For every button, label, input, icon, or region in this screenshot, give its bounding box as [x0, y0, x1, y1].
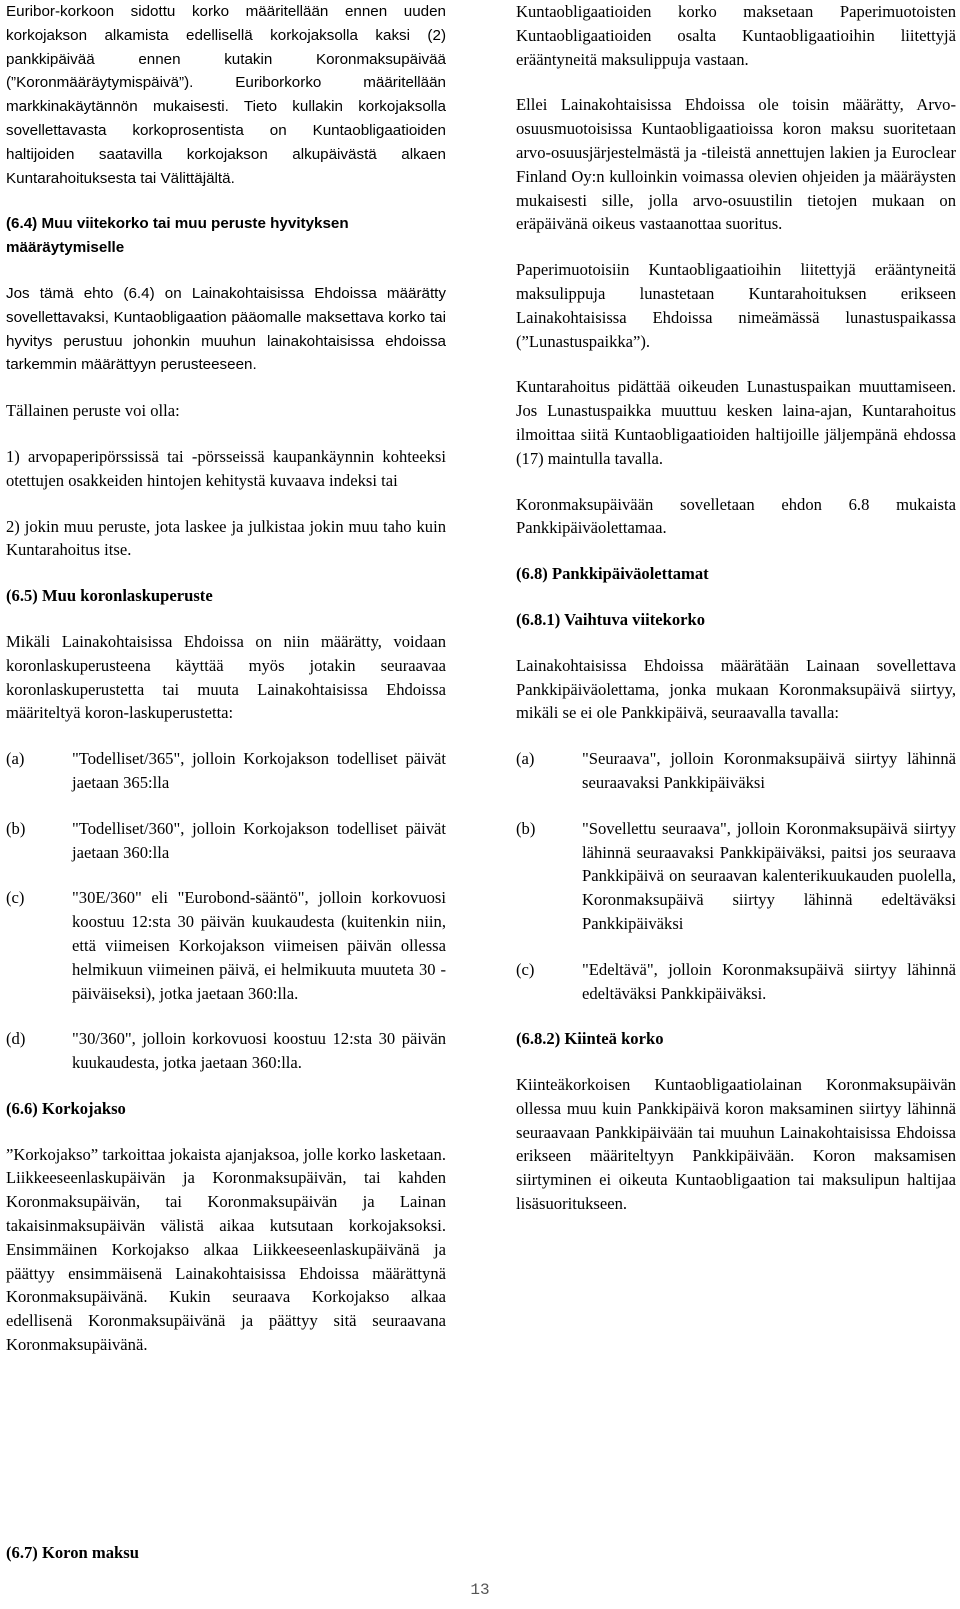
list-item-text: "30/360", jolloin korkovuosi koostuu 12:sta 30 päivän kuukaudesta, jotka jaetaan 360:lla. [72, 1029, 446, 1073]
heading-6-8: (6.8) Pankkipäiväolettamat [516, 564, 709, 584]
list-item-text: "Edeltävä", jolloin Koronmaksupäivä siirtyy lähinnä edeltäväksi Pankkipäiväksi. [582, 959, 956, 1003]
list-item [516, 747, 956, 795]
list-item [6, 817, 446, 865]
paragraph-euribor: Euribor-korkoon sidottu korko määritellään ennen uuden korkojakson alkamista edellisellä korkojaksolla kaksi (2) pankkipäivää ennen kutakin Koronmaksupäivää (”Koronmääräytymispäivä”). Euriborkorko määritellään markkinakäytännön mukaisesti. Tieto kullakin korkojaksolla sovellettavasta korkoprosentista on Kuntaobligaatioiden haltijoiden saatavilla korkojakson alkupäivästä alkaen Kuntarahoituksesta tai Välittäjältä. [6, 3, 446, 187]
paragraph-6-8-2-body: Kiinteäkorkoisen Kuntaobligaatiolainan Koronmaksupäivän ollessa muu kuin Pankkipäivä koron maksaminen siirtyy lähinnä seuraavaan Pankkipäivään tai muuhun Lainakohtaisissa Ehdoissa erikseen määriteltyyn Pankkipäivään. Koron maksamisen siirtyminen ei oikeuta Kuntaobligaation tai maksulipun haltijaa lisäsuoritukseen. [516, 1075, 956, 1214]
heading-6-4: (6.4) Muu viitekorko tai muu peruste hyvityksen määräytymiselle [6, 215, 349, 257]
paragraph-6-5-body: Mikäli Lainakohtaisissa Ehdoissa on niin määrätty, voidaan koronlaskuperusteena käyttää myös jotakin seuraavaa koronlaskuperustetta tai muuta Lainakohtaisissa Ehdoissa määriteltyä koron-laskuperustetta: [6, 631, 446, 723]
paragraph-6-8-1-body: Lainakohtaisissa Ehdoissa määrätään Lainaan sovellettava Pankkipäiväolettama, jonka mukaan Koronmaksupäivä siirtyy, mikäli se ei ole Pankkipäivä, seuraavalla tavalla: [516, 655, 956, 723]
paragraph-peruste: Tällainen peruste voi olla: [6, 401, 180, 421]
left-column [6, 0, 446, 1379]
paragraph-option-2: 2) jokin muu peruste, jota laskee ja julkistaa jokin muu taho kuin Kuntarahoitus itse. [6, 516, 446, 560]
list-item [516, 817, 956, 936]
heading-6-6: (6.6) Korkojakso [6, 1098, 126, 1118]
list-item-text: "Todelliset/360", jolloin Korkojakson todelliset päivät jaetaan 360:lla [72, 818, 446, 862]
list-item-label: (c) [6, 888, 25, 908]
list-item-label: (a) [6, 749, 25, 769]
paragraph-6-6-body: ”Korkojakso” tarkoittaa jokaista ajanjaksoa, jolle korko lasketaan. Liikkeeseenlaskupäivän ja Koronmaksupäivän, tai kahden Koronmaksupäivän, tai Koronmaksupäivän ja Lainan takaisinmaksupäivän välistä aikaa kutsutaan korkojaksoksi. Ensimmäinen Korkojakso alkaa Liikkeeseenlaskupäivänä ja päättyy ensimmäisenä Lainakohtaisissa Ehdoissa määrättynä Koronmaksupäivänä. Kukin seuraava Korkojakso alkaa edellisenä Koronmaksupäivänä ja päättyy sitä seuraavana Koronmaksupäivänä. [6, 1144, 446, 1355]
list-item-text: "30E/360" eli "Eurobond-sääntö", jolloin korkovuosi koostuu 12:sta 30 päivän kuukaudesta (kuitenkin niin, että viimeisen Korkojakson viimeisen päivän ollessa helmikuun viimeinen päivä, ei helmikuuta muuteta 30 -päiväiseksi), jotka jaetaan 360:lla. [72, 888, 446, 1003]
list-item [516, 958, 956, 1006]
list-item-text: "Seuraava", jolloin Koronmaksupäivä siirtyy lähinnä seuraavaksi Pankkipäiväksi [582, 749, 956, 792]
list-item-label: (a) [516, 749, 535, 769]
heading-6-7: (6.7) Koron maksu [6, 1543, 139, 1562]
paragraph-lunastuspaikka: Paperimuotoisiin Kuntaobligaatioihin liitettyjä erääntyneitä maksulippuja lunastetaan Kuntarahoituksen erikseen Lainakohtaisissa Ehdoissa nimeämässä lunastuspaikassa (”Lunastuspaikka”). [516, 260, 956, 351]
paragraph-6-4-body: Jos tämä ehto (6.4) on Lainakohtaisissa Ehdoissa määrätty sovellettavaksi, Kuntaobligaation pääomalle maksettava korko tai hyvitys perustuu johonkin muuhun lainakohtaisissa ehdoissa tarkemmin määrättyyn perusteeseen. [6, 284, 446, 374]
heading-6-5: (6.5) Muu koronlaskuperuste [6, 586, 213, 606]
paragraph-pankkipaivaolettama: Koronmaksupäivään sovelletaan ehdon 6.8 mukaista Pankkipäiväolettamaa. [516, 494, 956, 538]
heading-6-8-1: (6.8.1) Vaihtuva viitekorko [516, 609, 706, 629]
list-item [6, 886, 446, 1005]
list-item-text: "Sovellettu seuraava", jolloin Koronmaksupäivä siirtyy lähinnä seuraavaksi Pankkipäiväksi, paitsi jos seuraava Pankkipäivä on seuraavan kalenterikuukauden puolella, Koronmaksupäivä siirtyy lähinnä edeltäväksi Pankkipäiväksi [582, 818, 956, 933]
page-number: 13 [470, 1581, 490, 1599]
list-item-label: (d) [6, 1029, 26, 1049]
list-item-label: (c) [516, 959, 535, 979]
list-item-text: "Todelliset/365", jolloin Korkojakson todelliset päivät jaetaan 365:lla [72, 749, 446, 792]
paragraph-option-1: 1) arvopaperipörssissä tai -pörsseissä kaupankäynnin kohteeksi otettujen osakkeiden hintojen kehitystä kuvaava indeksi tai [6, 446, 446, 490]
heading-6-8-2: (6.8.2) Kiinteä korko [516, 1029, 664, 1049]
paragraph-arvo-osuus: Ellei Lainakohtaisissa Ehdoissa ole toisin määrätty, Arvo-osuusmuotoisissa Kuntaobligaatioissa koron maksu suoritetaan arvo-osuusjärjestelmästä ja -tileistä annettujen lakien ja Euroclear Finland Oy:n kulloinkin voimassa olevien ohjeiden ja määräysten mukaisesti sille, jolla arvo-osuustilin tietojen mukaan on eräpäivänä oikeus vastaanottaa suoritus. [516, 95, 956, 234]
list-item-label: (b) [6, 818, 26, 838]
list-item [6, 1027, 446, 1075]
list-item [6, 747, 446, 795]
list-item-label: (b) [516, 818, 536, 838]
paragraph-lunastuspaikan-muutos: Kuntarahoitus pidättää oikeuden Lunastuspaikan muuttamiseen. Jos Lunastuspaikka muuttuu kesken laina-ajan, Kuntarahoitus ilmoittaa siitä Kuntaobligaatioiden haltijoille jäljempänä ehdossa (17) maintulla tavalla. [516, 377, 956, 468]
paragraph-koron-maksu: Kuntaobligaatioiden korko maksetaan Paperimuotoisten Kuntaobligaatioiden osalta Kuntaobligaatioihin liitettyjä erääntyneitä maksulippuja vastaan. [516, 2, 956, 69]
right-column [516, 0, 956, 1238]
